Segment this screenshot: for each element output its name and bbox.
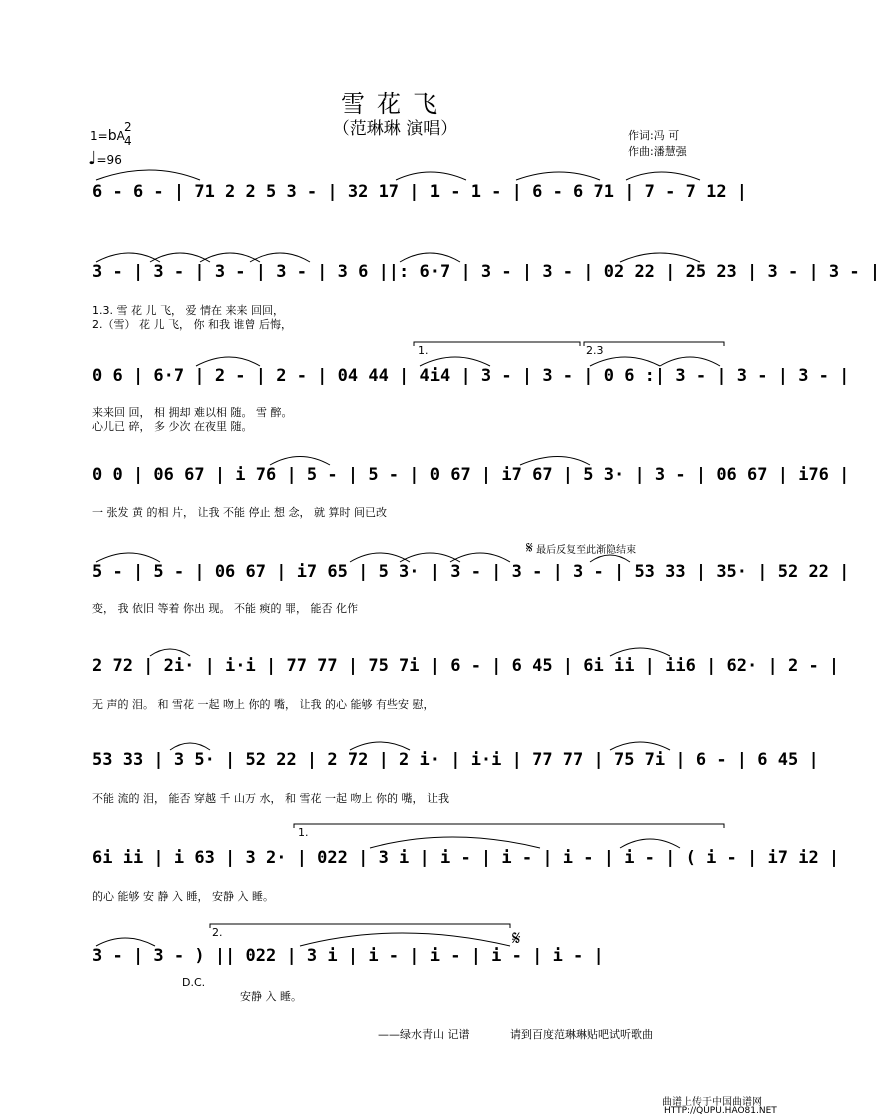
volta-bracket: [414, 342, 580, 346]
score-row-8: 6i ii | i 63 | 3 2· | 022 | 3 i | i - | i - | i - | i - | ( i - | i7 i2 |: [92, 848, 840, 868]
slur: [96, 938, 155, 946]
slur: [300, 933, 510, 946]
slur: [400, 553, 460, 562]
lyrics-row-4: 一 张发 黄 的相 片， 让我 不能 停止 想 念， 就 算时 间已改: [92, 506, 387, 519]
score-row-3: 0 6 | 6·7 | 2 - | 2 - | 04 44 | 4i4 | 3 - | 3 - | 0 6 :| 3 - | 3 - | 3 - |: [92, 366, 850, 386]
slur: [620, 839, 680, 848]
lyrics-row-3a: 来来回 回， 相 拥却 难以相 随。 雪 醉。: [92, 406, 293, 419]
slur: [400, 253, 460, 262]
slur: [610, 648, 670, 656]
watermark-line-2: HTTP://QUPU.HAO81.NET: [664, 1106, 777, 1116]
key-signature: 1=bA: [90, 128, 125, 144]
slur: [620, 253, 700, 262]
lyrics-row-8: 的心 能够 安 静 入 睡， 安静 入 睡。: [92, 890, 274, 903]
slur: [626, 172, 700, 180]
slur: [96, 253, 160, 262]
lyrics-row-6: 无 声的 泪。 和 雪花 一起 吻上 你的 嘴， 让我 的心 能够 有些安 慰，: [92, 698, 435, 711]
score-row-6: 2 72 | 2i· | i·i | 77 77 | 75 7i | 6 - | 6 45 | 6i ii | ii6 | 62· | 2 - |: [92, 656, 840, 676]
slur: [196, 357, 260, 366]
dc-marking: D.C.: [182, 976, 206, 989]
segno-icon: 𝄋: [526, 538, 533, 557]
slur: [96, 170, 200, 180]
listen-note: 请到百度范琳琳贴吧试听歌曲: [510, 1028, 653, 1041]
slur: [96, 553, 160, 562]
score-row-2: 3 - | 3 - | 3 - | 3 - | 3 6 ||: 6·7 | 3 - | 3 - | 02 22 | 25 23 | 3 - | 3 - |: [92, 262, 880, 282]
slur: [516, 172, 600, 180]
slur: [350, 553, 410, 562]
slur: [150, 253, 210, 262]
slur: [590, 357, 660, 366]
slur: [370, 837, 540, 848]
slur: [450, 553, 510, 562]
watermark-line-1: 曲谱上传于中国曲谱网: [662, 1097, 762, 1108]
volta-bracket: [294, 824, 724, 828]
score-row-5: 5 - | 5 - | 06 67 | i7 65 | 5 3· | 3 - | 3 - | 3 - | 53 33 | 35· | 52 22 |: [92, 562, 850, 582]
slur: [610, 742, 670, 750]
slur: [250, 253, 310, 262]
lyrics-row-9: 安静 入 睡。: [240, 990, 302, 1003]
volta-1-label-b: 1.: [298, 826, 309, 839]
score-row-4: 0 0 | 06 67 | i 76 | 5 - | 5 - | 0 67 | i7 67 | 5 3· | 3 - | 06 67 | i76 |: [92, 465, 850, 485]
lyrics-row-2b: 2.（雪） 花 儿 飞， 你 和我 谁曾 后悔，: [92, 318, 292, 331]
slur: [420, 357, 490, 366]
slur: [350, 742, 410, 750]
slur: [270, 457, 330, 466]
song-title: 雪花飞: [341, 90, 449, 118]
slur: [396, 172, 466, 180]
segno-end-icon: 𝄋: [512, 926, 521, 950]
slur: [660, 357, 720, 366]
volta-bracket: [210, 924, 510, 928]
score-row-1: 6 - 6 - | 71 2 2 5 3 - | 32 17 | 1 - 1 - | 6 - 6 71 | 7 - 7 12 |: [92, 182, 748, 202]
volta-2-label: 2.: [212, 926, 223, 939]
lyrics-row-3b: 心儿已 碎， 多 少次 在夜里 随。: [92, 420, 253, 433]
lyrics-row-2a: 1.3. 雪 花 儿 飞， 爱 情在 来来 回回，: [92, 304, 284, 317]
song-subtitle: （范琳琳 演唱）: [332, 119, 458, 139]
slur: [200, 253, 260, 262]
slur: [170, 743, 210, 750]
score-row-7: 53 33 | 3 5· | 52 22 | 2 72 | 2 i· | i·i | 77 77 | 75 7i | 6 - | 6 45 |: [92, 750, 819, 770]
slur: [520, 457, 590, 466]
slur: [150, 649, 190, 656]
lyricist-credit: 作词:冯 可: [628, 129, 680, 142]
volta-1-label: 1.: [418, 344, 429, 357]
time-signature: 2 4: [124, 120, 132, 148]
lyrics-row-7: 不能 流的 泪， 能否 穿越 千 山万 水， 和 雪花 一起 吻上 你的 嘴， 让我: [92, 792, 449, 805]
transcriber-credit: ——绿水青山 记谱: [378, 1028, 470, 1041]
lyrics-row-5: 变， 我 依旧 等着 你出 现。 不能 瘐的 罪， 能否 化作: [92, 602, 358, 615]
tempo-marking: ♩=96: [88, 148, 122, 169]
fade-instruction: 𝄋 最后反复至此渐隐结束: [526, 538, 637, 557]
composer-credit: 作曲:潘慧强: [628, 145, 687, 158]
quarter-note-icon: ♩: [88, 148, 97, 169]
volta-23-label: 2.3: [586, 344, 604, 357]
volta-bracket: [584, 342, 724, 346]
score-row-9: 3 - | 3 - ) || 022 | 3 i | i - | i - | i - | i - |: [92, 946, 604, 966]
